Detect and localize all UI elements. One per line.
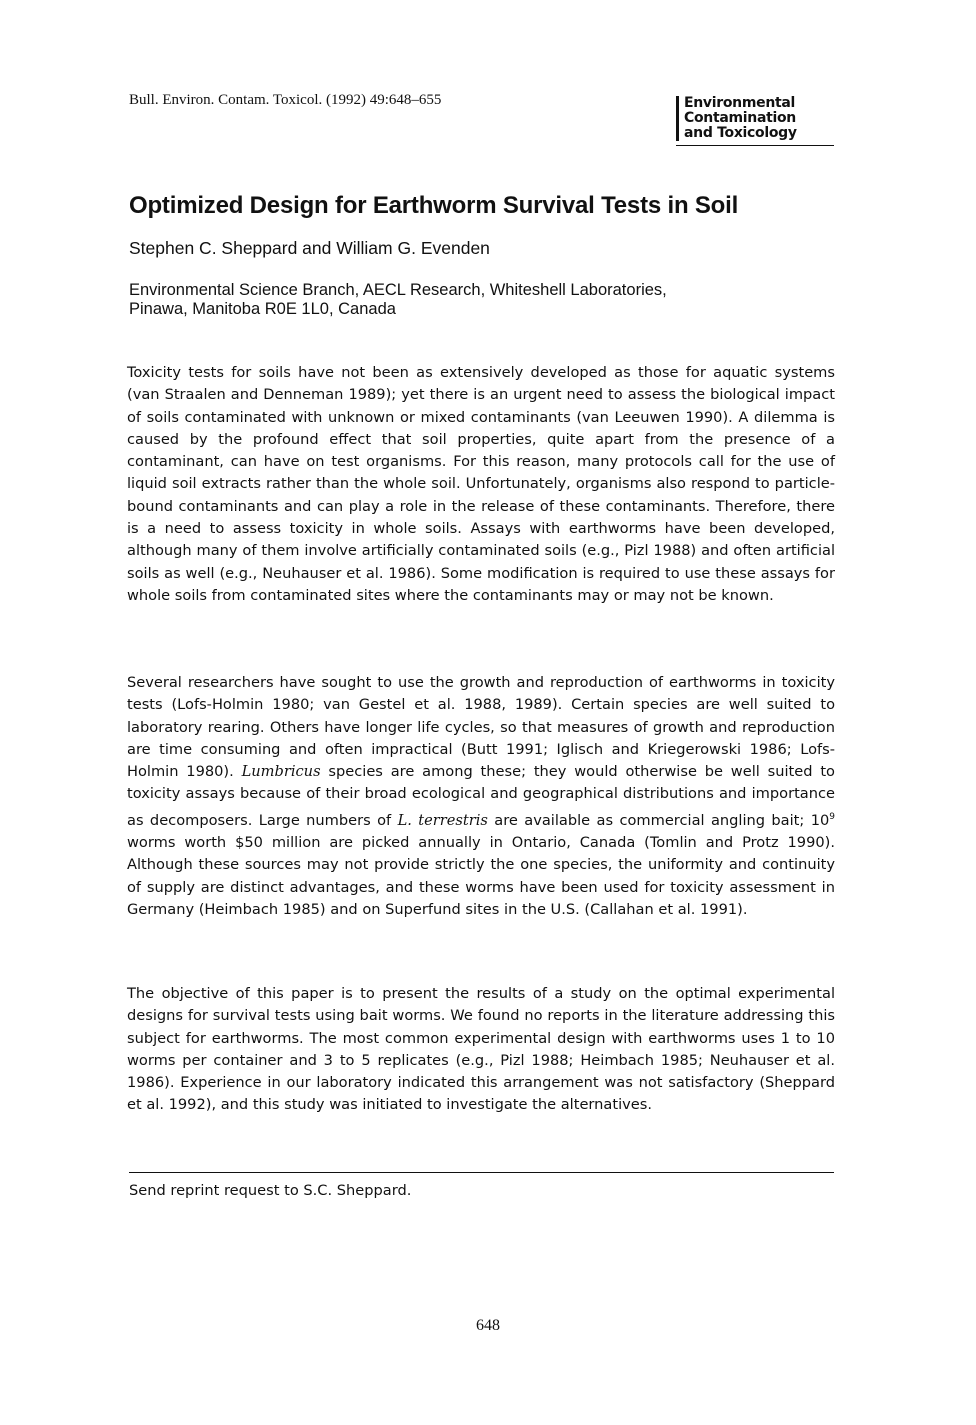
exponent: 9	[829, 811, 835, 822]
journal-logo	[676, 96, 834, 146]
journal-logo-rule	[676, 145, 834, 146]
journal-logo-line-3: and Toxicology	[676, 126, 834, 141]
paragraph-2	[127, 672, 835, 921]
journal-citation: Bull. Environ. Contam. Toxicol. (1992) 49:648–655	[129, 92, 442, 108]
page-number: 648	[476, 1317, 500, 1334]
authors: Stephen C. Sheppard and William G. Evenden	[129, 238, 490, 258]
footnote: Send reprint request to S.C. Sheppard.	[129, 1182, 412, 1199]
journal-logo-line-1: Environmental	[676, 96, 834, 111]
affiliation-line-1: Environmental Science Branch, AECL Research, Whiteshell Laboratories,	[129, 281, 667, 299]
paragraph-2-part-c: are available as commercial angling bait; 10	[487, 811, 830, 829]
footnote-divider	[129, 1172, 834, 1173]
paragraph-1: Toxicity tests for soils have not been as extensively developed as those for aquatic systems (van Straalen and Denneman 1989); yet there is an urgent need to assess the biological impact of soils contaminated with unknown or mixed contaminants (van Leeuwen 1990). A dilemma is caused by the profound effect that soil properties, quite apart from the presence of a contaminant, can have on test organisms. For this reason, many protocols call for the use of liquid soil extracts rather than the whole soil. Unfortunately, organisms also respond to particle-bound contaminants and can play a role in the release of these contaminants. Therefore, there is a need to assess toxicity in whole soils. Assays with earthworms have been developed, although many of them involve artificially contaminated soils (e.g., Pizl 1988) and often artificial soils as well (e.g., Neuhauser et al. 1986). Some modification is required to use these assays for whole soils from contaminated sites where the contaminants may or may not be known.	[127, 364, 835, 604]
italic-species: L. terrestris	[397, 811, 488, 829]
paragraph-2-part-a: Several researchers have sought to use the growth and reproduction of earthworms in toxicity tests (Lofs-Holmin 1980; van Gestel et al. 1988, 1989). Certain species are well suited to laboratory rearing. Others have longer life cycles, so that measures of growth and reproduction are time consuming and often impractical (Butt 1991; Iglisch and Kriegerowski 1986; Lofs-Holmin 1980).	[127, 674, 835, 781]
paragraph-2-part-b: species are among these; they would otherwise be well suited to toxicity assays because of their broad ecological and geographical distributions and importance as decomposers. Large numbers of	[127, 763, 835, 829]
paper-title: Optimized Design for Earthworm Survival Tests in Soil	[129, 192, 739, 219]
affiliation	[129, 281, 667, 319]
italic-genus: Lumbricus	[241, 763, 321, 781]
paragraph-3: The objective of this paper is to present the results of a study on the optimal experimental designs for survival tests using bait worms. We found no reports in the literature addressing this subject for earthworms. The most common experimental design with earthworms uses 1 to 10 worms per container and 3 to 5 replicates (e.g., Pizl 1988; Heimbach 1985; Neuhauser et al. 1986). Experience in our laboratory indicated this arrangement was not satisfactory (Sheppard et al. 1992), and this study was initiated to investigate the alternatives.	[127, 985, 835, 1114]
paragraph-2-part-d: worms worth $50 million are picked annually in Ontario, Canada (Tomlin and Protz 1990). Although these sources may not provide strictly the one species, the uniformity and continuity of supply are distinct advantages, and these worms have been used for toxicity assessment in Germany (Heimbach 1985) and on Superfund sites in the U.S. (Callahan et al. 1991).	[127, 833, 835, 918]
affiliation-line-2: Pinawa, Manitoba R0E 1L0, Canada	[129, 300, 396, 318]
journal-logo-line-2: Contamination	[676, 111, 834, 126]
